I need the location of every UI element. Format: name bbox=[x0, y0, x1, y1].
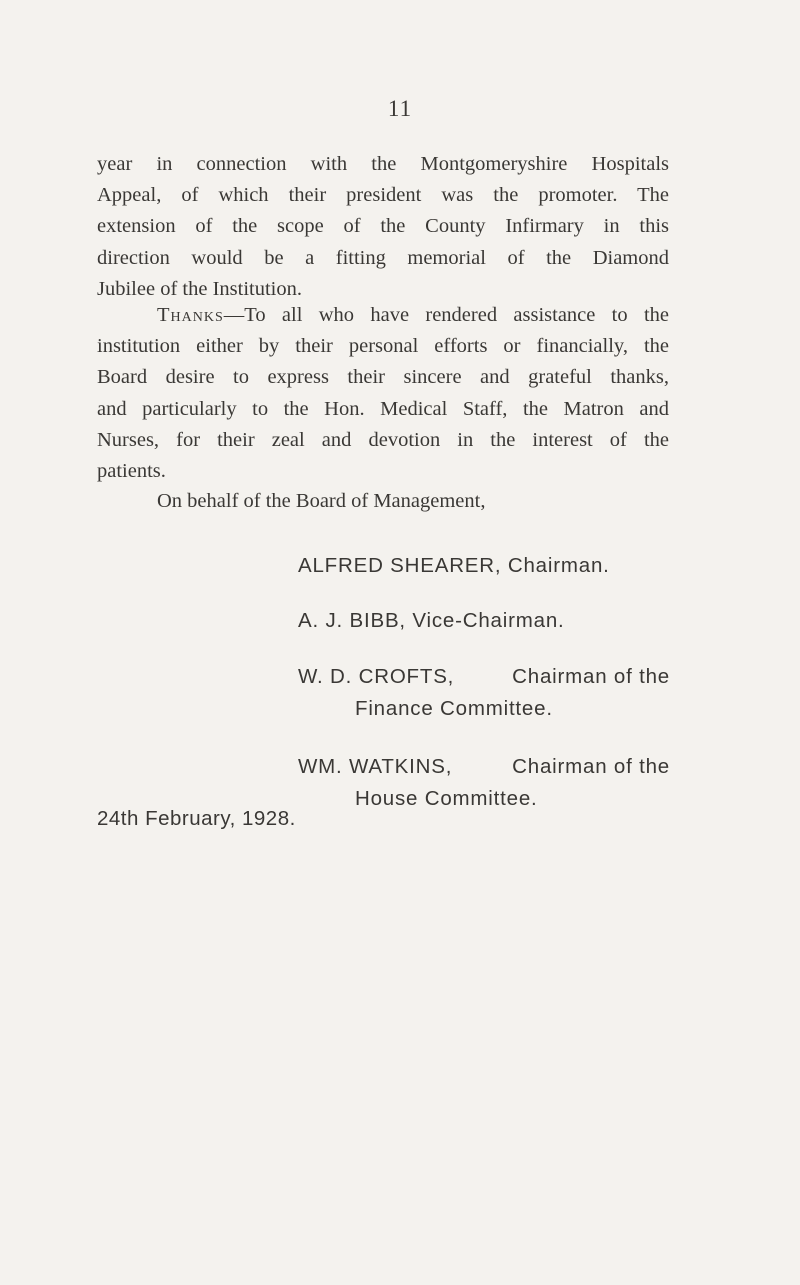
closing-line: On behalf of the Board of Management, bbox=[157, 490, 486, 512]
signatory-house-committee bbox=[298, 751, 670, 815]
paragraph-line: institution either by their personal efforts or financially, the bbox=[97, 335, 669, 358]
paragraph-line: Appeal, of which their president was the promoter. The bbox=[97, 184, 669, 207]
thanks-heading: Thanks bbox=[157, 304, 224, 326]
paragraph-hospitals-appeal bbox=[97, 149, 669, 305]
signatory-committee: Finance Committee. bbox=[355, 697, 553, 720]
signatory-chairman: ALFRED SHEARER, Chairman. bbox=[298, 554, 610, 577]
signatory-role: Chairman of the bbox=[512, 665, 670, 688]
paragraph-thanks bbox=[97, 300, 669, 487]
signatory-committee: House Committee. bbox=[355, 787, 538, 810]
signatory-name: W. D. CROFTS, bbox=[298, 665, 455, 688]
signatory-vice-chairman: A. J. BIBB, Vice-Chairman. bbox=[298, 609, 565, 632]
paragraph-line: year in connection with the Montgomeryshire Hospitals bbox=[97, 153, 669, 175]
paragraph-line: patients. bbox=[97, 460, 166, 483]
paragraph-line: and particularly to the Hon. Medical Staff, the Matron and bbox=[97, 397, 669, 420]
paragraph-first-line bbox=[97, 300, 669, 331]
thanks-first-line-text: —To all who have rendered assistance to the bbox=[223, 304, 669, 326]
signatory-name: WM. WATKINS, bbox=[298, 755, 453, 778]
paragraph-line: Nurses, for their zeal and devotion in the interest of the bbox=[97, 428, 669, 451]
paragraph-line: extension of the scope of the County Infirmary in this bbox=[97, 215, 669, 238]
page-number: 11 bbox=[387, 96, 413, 121]
signatory-role: Chairman of the bbox=[512, 755, 670, 778]
paragraph-line: Board desire to express their sincere and grateful thanks, bbox=[97, 366, 669, 389]
signatory-finance-committee bbox=[298, 661, 670, 725]
report-date: 24th February, 1928. bbox=[97, 807, 296, 830]
paragraph-line: direction would be a fitting memorial of the Diamond bbox=[97, 246, 669, 269]
paragraph-line: Jubilee of the Institution. bbox=[97, 277, 302, 300]
